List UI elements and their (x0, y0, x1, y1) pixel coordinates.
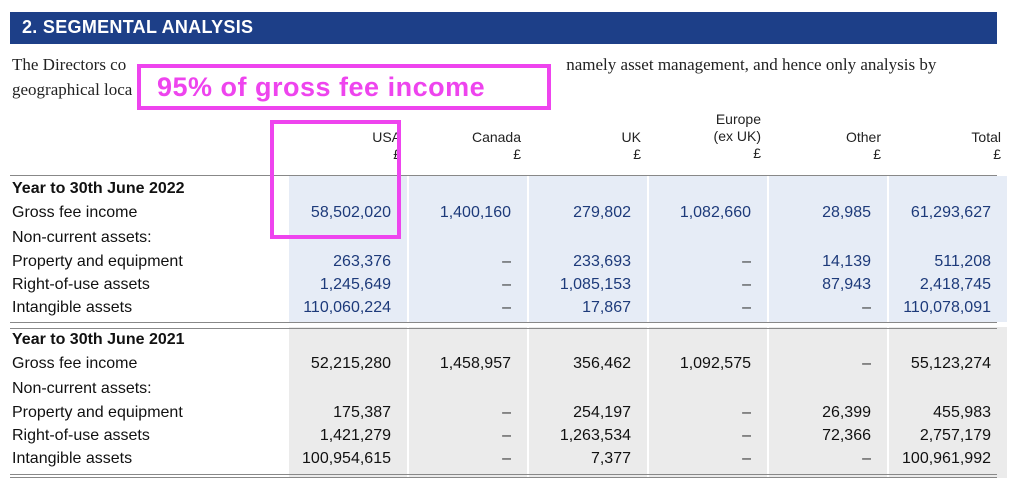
callout-text: 95% of gross fee income (157, 72, 486, 102)
table-cell: 1,263,534 (559, 427, 631, 444)
table-cell: 511,208 (934, 253, 991, 270)
row-label: Gross fee income (12, 355, 138, 372)
table-cell: 2,418,745 (919, 276, 991, 293)
table-rule (10, 328, 997, 329)
table-cell: 1,245,649 (319, 276, 391, 293)
table-cell: 1,082,660 (679, 204, 751, 221)
intro-line2: geographical loca (12, 80, 133, 99)
section-header (10, 12, 997, 44)
table-cell: 100,961,992 (902, 450, 991, 467)
column-header-line: £ (393, 146, 401, 162)
column-header (883, 129, 1001, 163)
table-cell: 52,215,280 (310, 355, 391, 372)
table-cell: 263,376 (333, 253, 391, 270)
column-header-line: £ (513, 146, 521, 162)
table-cell: 254,197 (573, 404, 631, 421)
table-cell: 356,462 (573, 355, 631, 372)
table-rule (10, 322, 997, 323)
table-rule (10, 477, 997, 478)
row-label: Non-current assets: (12, 380, 152, 397)
table-cell: 2,757,179 (919, 427, 991, 444)
section-title: 2. SEGMENTAL ANALYSIS (22, 17, 254, 37)
table-cell: 55,123,274 (910, 355, 991, 372)
table-cell: 1,085,153 (559, 276, 631, 293)
table-cell: – (502, 299, 511, 316)
row-label: Right-of-use assets (12, 276, 150, 293)
table-cell: 1,092,575 (679, 355, 751, 372)
table-cell: – (502, 450, 511, 467)
column-header-line: £ (753, 145, 761, 161)
table-cell: 455,983 (933, 404, 991, 421)
table-cell: – (502, 253, 511, 270)
table-cell: 14,139 (822, 253, 871, 270)
column-header (523, 129, 641, 163)
table-cell: 58,502,020 (310, 204, 391, 221)
column-header (403, 129, 521, 163)
table-cell: 279,802 (573, 204, 631, 221)
column-header-line: Total (971, 129, 1001, 145)
row-label: Intangible assets (12, 299, 133, 316)
table-cell: 72,366 (822, 427, 871, 444)
column-header (643, 111, 761, 162)
year-heading: Year to 30th June 2021 (12, 331, 185, 348)
table-cell: 1,458,957 (439, 355, 511, 372)
column-header-line: £ (633, 146, 641, 162)
intro-line1-b: namely asset management, and hence only analysis by (566, 55, 937, 74)
column-header-line: UK (621, 129, 641, 145)
row-label: Property and equipment (12, 404, 183, 421)
column-header-line: Other (845, 129, 881, 145)
intro-line1-a: The Directors co (12, 55, 127, 74)
column-header-line: £ (873, 146, 881, 162)
table-cell: 100,954,615 (302, 450, 391, 467)
column-header-line: £ (993, 146, 1001, 162)
column-header-line: Canada (471, 129, 521, 145)
table-cell: – (862, 355, 871, 372)
table-cell: 28,985 (822, 204, 871, 221)
table-cell: 175,387 (333, 404, 391, 421)
table-cell: – (862, 299, 871, 316)
table-cell: 233,693 (573, 253, 631, 270)
table-cell: – (742, 427, 751, 444)
highlight-box (270, 120, 401, 239)
column-header-line: (ex UK) (713, 128, 761, 144)
table-rule (10, 474, 997, 475)
column-header-line: Europe (715, 111, 761, 127)
table-cell: 87,943 (822, 276, 871, 293)
table-cell: – (742, 276, 751, 293)
row-label: Right-of-use assets (12, 427, 150, 444)
year-heading: Year to 30th June 2022 (12, 180, 185, 197)
row-label: Intangible assets (12, 450, 133, 467)
table-cell: – (742, 404, 751, 421)
table-cell: 7,377 (590, 450, 631, 467)
table-cell: – (742, 450, 751, 467)
table-cell: – (862, 450, 871, 467)
table-cell: 61,293,627 (910, 204, 991, 221)
column-header (763, 129, 881, 163)
table-cell: 17,867 (582, 299, 631, 316)
table-cell: 110,078,091 (903, 299, 991, 316)
row-label: Gross fee income (12, 204, 138, 221)
table-cell: – (502, 276, 511, 293)
table-cell: – (502, 404, 511, 421)
row-label: Property and equipment (12, 253, 183, 270)
column-header-line: USA (372, 129, 401, 145)
table-cell: 26,399 (822, 404, 871, 421)
table-cell: – (742, 299, 751, 316)
table-cell: – (742, 253, 751, 270)
table-cell: – (502, 427, 511, 444)
table-cell: 1,421,279 (319, 427, 391, 444)
row-label: Non-current assets: (12, 229, 152, 246)
table-cell: 110,060,224 (303, 299, 391, 316)
callout-annotation (137, 64, 551, 110)
table-rule (10, 175, 997, 176)
table-cell: 1,400,160 (439, 204, 511, 221)
